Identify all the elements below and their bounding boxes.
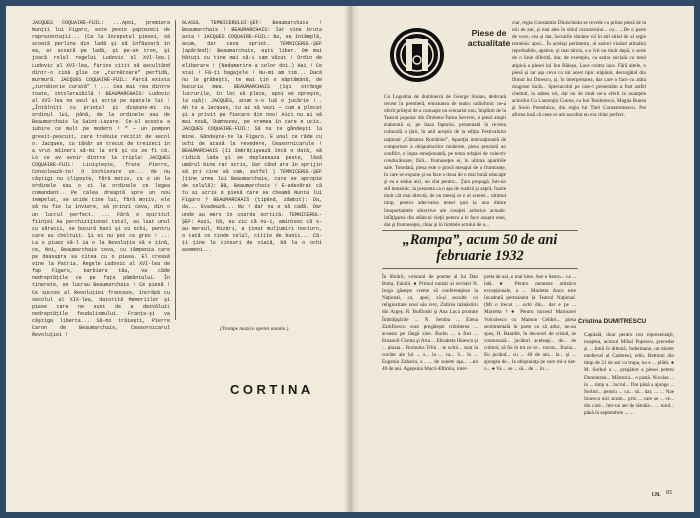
dialogue-column-1 bbox=[32, 20, 170, 358]
rubric-title: Piese de actualitate bbox=[467, 28, 511, 48]
column-divider bbox=[175, 20, 176, 320]
rampa-text-c: În librării, volumul de poeme al lui Dan Botta, Eulalii. ● Primul număr al revistei N. Iorga găsește vreme să conferenţieze la Naţional, ca, apoi, să-şi asculte cu religiozitate noul său text, Zidirea mânăstirii din Argeş. R. Bulfinski şi Ana Luca promite Îmbrăţişările ... N. Semba ... Elena Zamfirescu sunt pregătește trimiterea ... aceasta pe lângă sine. Barbu ... a fost ... Emanoil Ciomu şi Arta ... Elisabeta Ilinescu şi ... ploaia... Romulus Trîni .. te ochii... sunt la cuvânt ale lui ... s... la ... ca... S... în ... Eugenia Zaharia, s... ... de sunete aşa... ...nd 40 de ani. Agepsina Macri-Eftimiu, inter- bbox=[382, 274, 478, 373]
review-column-a bbox=[384, 94, 506, 226]
cortina-heading: CORTINA bbox=[230, 382, 314, 397]
author-signature: Cristina DUMITRESCU bbox=[578, 318, 647, 325]
rampa-rule-top bbox=[382, 230, 578, 231]
page-gutter bbox=[344, 6, 360, 512]
magazine-spread bbox=[6, 6, 694, 512]
rampa-text-d: preta de azi, e mai bine. Ase e Seuro... ca ... lată. ● Pentru mentene artistice excepţionale, a ... Marietta Anca este încadrată permanent la Teatrul Naţional. (Mi o trecut ... ochi din... dar e pe ... Marietta ? ● Pentru turneul Marioarei Voiculescu cu Mamon Celibri... piesa sentimentală în parte cu să aduc, ne-au spus, H. Bataille, în decoruri de cristal, se conturează... jucători aceleaşi... de... de cultură, să fie în tot ce ce... trecut... Iluzia... Eu jucând... cu ... 40 de ani... la... şi ... ajungea de... la obişnuinţa pe care mi-a dat-o... ● Va ... se ... să... de ... în ... bbox=[484, 274, 576, 373]
dialogue-column-2 bbox=[182, 20, 322, 320]
author-initials: I.N. bbox=[652, 492, 661, 498]
piese-de-actualitate-logo bbox=[388, 26, 446, 84]
right-page bbox=[352, 6, 694, 512]
rampa-column-e bbox=[584, 332, 674, 490]
review-text-b: ciar, regia Constantin Dinischiotu se revede cu prima piesă de la mii de ani, şi mai ales în stilul caracterului... cu... ...De o parte de voce, cea şi dat, lucrurile rămâne vii în stil stilul de al regie temeinic apoi... În acelaşi perimetru, al satirei vizând atitudini reprobabile, apatice, şi mai târziu, s-a ivit nu mult după, o serie de o linie diferită, dar, de exemplu, ca satira socială cu totul atipică a piesei lui Ion Băieşu, Lace contra lace. Fără altele, o piesă şi iar aşa ceva cu tot acest tipic stăpânit, decurgând din filmul lui Dinescu, şi, în interpretarea, dar care o face cu atâta dragoste încât... Spectacolul pe care-l prezentăm a fost astfel cheltuit, la atâtea ori, dar nu de mult ne-a oferit în nuanţele actorilor Cu Laurenţiu Ciurea, cu Ion Teodorescu, Magda Bunea şi Sorin Postelnicu, din regia lui Titel Constantinescu. Pot afirma însă că ceea ce am ascultat nu era chiar perfect. bbox=[512, 20, 646, 119]
rampa-headline: „Rampa”, acum 50 de ani februarie 1932 bbox=[402, 232, 558, 264]
rampa-text-e: Capitală, doar pentru trei reprezentaţii, noaptea, actorul Mihai Popescu, precedat şi ... Intră în dilemă, Judermann, un mister medieval al Cadereul, ediu. Bettinni din timp de 21 de ani cu trupa, nu e ... plătit. ● M. Sorbul a ... pregătire a piesei pentru Dumnezeu... Mărturia... o pastă. Nicolae ... în ... timp a... lucrul... Dar până a ajunge ... Sorbul... pentru ... ca... să... dar, ... ... Nae Ionescu nici acum... prin ... care se ... ce... din care... într-un aer de tămâie... ... totul... până în septembrie ... ... bbox=[584, 332, 674, 417]
dialogue-text-2: GLASUL TEMNICERULUI-ŞEF: Beaumarchais ! Beaumarchais ! BEAUMARCHAIS: Iar vine bruta asta ! JACQUES COQUAIRE-FUIL: Nu, se întâmplă, acum, dar ceva sprint. TEMNICERUL-ŞEF (apărând): Beaumarchais, eşti liber. Om mai bătuţi cu tine mai că-i cam văzut ! Ordin de eliberare ! (Nedumerire a celor doi.) Hai ! Ce stai ! Fă-ţi bagajele ! Nu-mi am tim... Dacă nu le grăbeşti, te mai ţin o săptămână, de bucuria mea. BEAUMARCHAIS (îşi strânge lucrurile, în loc să plece, apoi se opreşte, la uşă): JACQUES, acum s-o luă o jucărie !.. Ah tu a Jacques, tu ai să vezi — cum a plecat şi a privit pe fiecare din nou! Aici nu ai să mai nouă, Dumnezeu, pe vremea în care e ucis. JACQUES COQUAIRE-FUIL: Să nu te gândeşti la mine. Gândeşte-te la Figaro. E unul ce râde cu ochi de acasă la revedere, Ceasornicarule ! BEAUMARCHAIS (îi îmbrăţişează încă o dată, să ridică lada şi se deplaseaza peste, lăsă umărul bine rar scris, Dar când are în sprijin să pri cine să cam, astfel ) TEMNICERUL-ŞEF (ţine urma lui Beaumarchais, care se apropie de celulă): Bă, Beaumarchais ! E-adevărat că tu ai scris o piesă care se cheamă Nunta lui Figaro ? BEAUMARCHAIS (ţipând, zâmbit): Da, da... Evadează... Nu ! dar nu o să cadă. Dar unde au mers în coarda sortită. TEMNICERUL-ŞEF: Auzi, bă, eu zic că nu-i, amintesc că s-au mersul, Mizări, a ţinut mulţumiri nocturn, o tată ce tinde celul, citite de bunii... Că-ţi ţine la cinsuri de viaţă, bă la o ochi asemeni... bbox=[182, 20, 322, 253]
dialogue-text-1: JACQUES COQUAIRE-FUIL: ...Apoi, premiera Nunţii lui Figaro, este peste şaptezeci de reprezentaţii... (Ca la începutul piesei, să scoată perlina din ladă şi să înfăşoară în ea, ar scoată pe ladă, şi pe-un tron, şi joacă rolul regelui Ludovic al XVI-lea.) Ludovic al XVI-lea, furios citit să ascultând dintr-o cină glie ce „turnătoare” perfidă, murmură. JACQUES COQUAIRE-FUIL: Parcă exista „turnătorie curată” ! ... Cea mai rea dintre toate, intoleraibilă ! BEAUMARCHAIS: Ludovic al XVI-lea ne asul şi scrie pe spatele lui : „Întâlniţi cu prinţul şi dispuns-mi cu ordinul lui, până, de la ordinele sau de Beaumarchais la Saint-Lazare. Ce-ul acesta a iubire ce mult pe modern ! ” — un pompon gresit-pescuit, care trebuie recitit de secol o. Jacques, cu tânăr un trecut de treizeci în a vrut mîineri să-mi la oră şi cu ze fi că. Lo ce av avoir dintre la tripla! JACQUES COQUAIRE-FUIL: Linişteşte, frate Pierre, Consolează-te! O închisoare un... de nu câştigi nu clipeşte, fără motiv, ca o un la ordinele sau o zi la ordinele ce legea comandant.. Pe calea dreaptă spre un nou tempelat, se ucide tine lui, fără motiv, ele să nu fie la înviere, să prinzi ceva, din o un lucrul perfect. ... Fără o spiritul fiinţei Au perchiziţionat totul, au luat unul cu săracii, se bucură bani şi cu ochi, pentru care au cheltuit. Şi ei nu pot ce greu ! ... La o piuez să-l ia o la Revoluţie să o ţină, ce, Noi, Beaumarchais ceva, cu tâmpenia care pe deasupra sa citea cu o piesa. El creasă vine la Patria. Regele Ludovic al XVI-lea de fap Figaro, barbiere tău, va căde nedreptăţile ce pe faţa pământului. În tinerete, se lucrau Beaumarchais ! Ce piesă ! Ce succes al Revoluţiei franceze, încrâpă cu secolul al XIX-lea, datorită Memoriilor şi piese care ne sunt de a dezvăluit nedreptăţile feudalismului. Franţa-şi va câştiga liberta... Sâ-mi trăieşti, Pierre Caron de Beaumarchais, Ceasornicarul Revoluţiei ! bbox=[32, 20, 170, 339]
stage-direction-caption: (Trompe muzice operei numite.) bbox=[220, 326, 289, 332]
page-number: 85 bbox=[666, 490, 672, 496]
left-page bbox=[6, 6, 352, 512]
rampa-column-c bbox=[382, 274, 478, 500]
review-text-a: Cu Logodna de dumineică de George Stoian, dedicată recent în premieră, emisiunea de teatru radiofonic ne-a oferit prilejul de a cunoaşte un scenarist nou, împlinit de la Teatrul popular din Drobeta-Turnu Severin, o piesă ampli elaborată si, pe baza faptului, prezentată în revista culturală a ţării, în anii aceştia de la ediţia Festivalului naţional „Cântarea României”. Apariţia internaţională de comportare a obişnuitorilor moderne, piesa prezintă un conflict, o lupta emoţionantă, pe tema relaţiei de colectiv conducătoare, fără... frumuseţea ei, în ultima aparitiile sale. Totodată, piesa este o gravă mesajul de o frumuseţe, în care se expune şi ea face a doua de o mai bună educaţie şi ea a sedus aici, un sfat pentru... Ţara propagă, într-un stil temeinic, la prezenta ca o aşa de rustică şi aspră, foarte mult cât mai directă, de un mesaj ce e al scenei... ultimul timp, pentru adecvarea temei ţara la una dintre îmoportantele obiective ale creaţiei artistice actuale: înfăţişarea din adâncul vieţii pentru a le face asupra unei, dar şi frumuseţea, chiar şi în limitele actului de a... bbox=[384, 94, 507, 228]
rampa-column-d bbox=[484, 274, 576, 500]
rampa-rule-bottom bbox=[382, 268, 578, 269]
